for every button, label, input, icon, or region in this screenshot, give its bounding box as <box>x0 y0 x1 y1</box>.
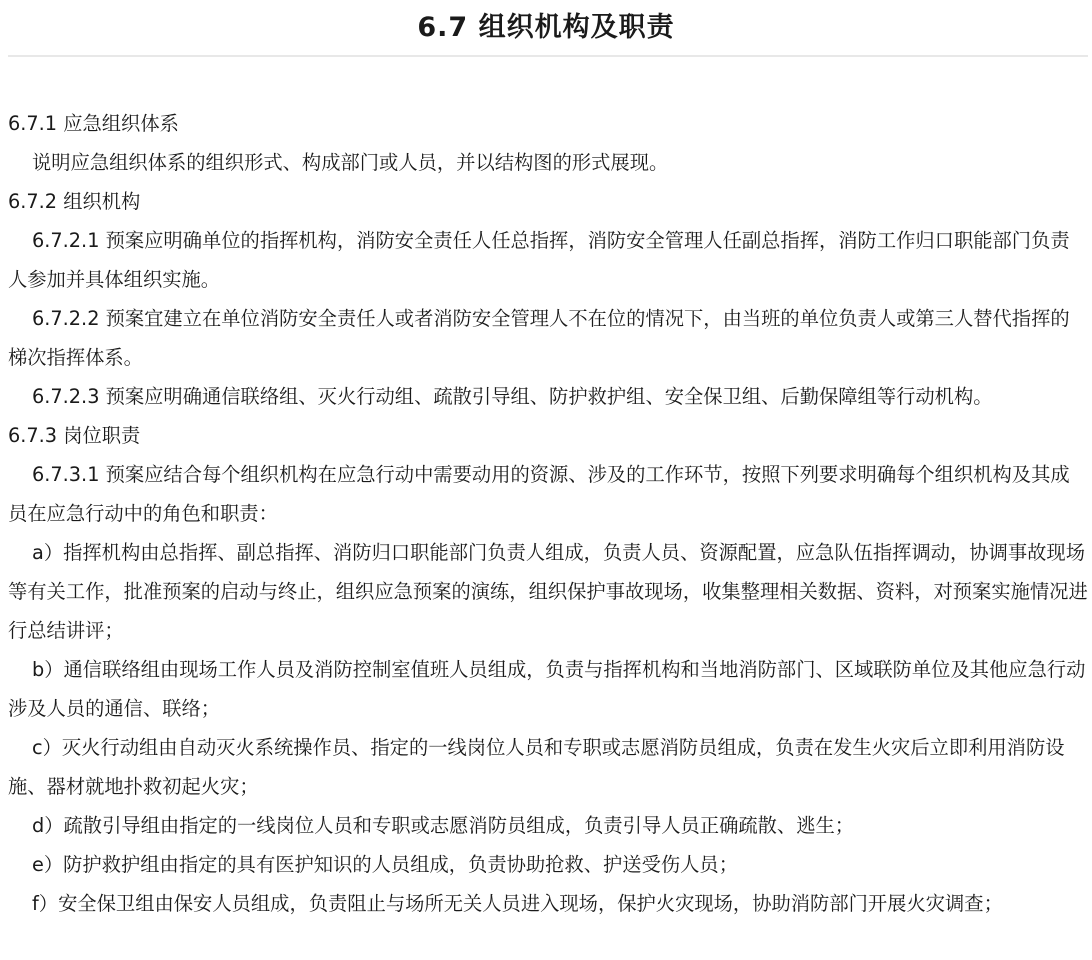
paragraph-6-7-2-2: 6.7.2.2 预案宜建立在单位消防安全责任人或者消防安全管理人不在位的情况下，由当班的单位负责人或第三人替代指挥的梯次指挥体系。 <box>8 307 1070 369</box>
section-heading-6-7-2: 6.7.2 组织机构 <box>8 190 141 213</box>
paragraph-org-system: 说明应急组织体系的组织形式、构成部门或人员，并以结构图的形式展现。 <box>32 151 669 174</box>
document-body <box>8 104 1088 923</box>
list-item-d: d）疏散引导组由指定的一线岗位人员和专职或志愿消防员组成，负责引导人员正确疏散、逃生； <box>32 814 855 837</box>
list-item-c: c）灭火行动组由自动灭火系统操作员、指定的一线岗位人员和专职或志愿消防员组成，负责在发生火灾后立即利用消防设施、器材就地扑救初起火灾； <box>8 736 1065 798</box>
list-item-f: f）安全保卫组由保安人员组成，负责阻止与场所无关人员进入现场，保护火灾现场，协助消防部门开展火灾调查； <box>32 892 1003 915</box>
section-heading-6-7-1: 6.7.1 应急组织体系 <box>8 112 179 135</box>
list-item-a: a）指挥机构由总指挥、副总指挥、消防归口职能部门负责人组成，负责人员、资源配置，应急队伍指挥调动，协调事故现场等有关工作，批准预案的启动与终止，组织应急预案的演练，组织保护事故现场，收集整理相关数据、资料，对预案实施情况进行总结讲评； <box>8 541 1088 642</box>
list-item-b: b）通信联络组由现场工作人员及消防控制室值班人员组成，负责与指挥机构和当地消防部门、区域联防单位及其他应急行动涉及人员的通信、联络； <box>8 658 1086 720</box>
paragraph-6-7-2-3: 6.7.2.3 预案应明确通信联络组、灭火行动组、疏散引导组、防护救护组、安全保卫组、后勤保障组等行动机构。 <box>32 385 993 408</box>
list-item-e: e）防护救护组由指定的具有医护知识的人员组成，负责协助抢救、护送受伤人员； <box>32 853 738 876</box>
page-title: 6.7 组织机构及职责 <box>417 12 675 43</box>
section-heading-6-7-3: 6.7.3 岗位职责 <box>8 424 141 447</box>
paragraph-6-7-3-1: 6.7.3.1 预案应结合每个组织机构在应急行动中需要动用的资源、涉及的工作环节，按照下列要求明确每个组织机构及其成员在应急行动中的角色和职责： <box>8 463 1070 525</box>
title-divider <box>8 55 1088 57</box>
paragraph-6-7-2-1: 6.7.2.1 预案应明确单位的指挥机构，消防安全责任人任总指挥，消防安全管理人任副总指挥，消防工作归口职能部门负责人参加并具体组织实施。 <box>8 229 1070 291</box>
